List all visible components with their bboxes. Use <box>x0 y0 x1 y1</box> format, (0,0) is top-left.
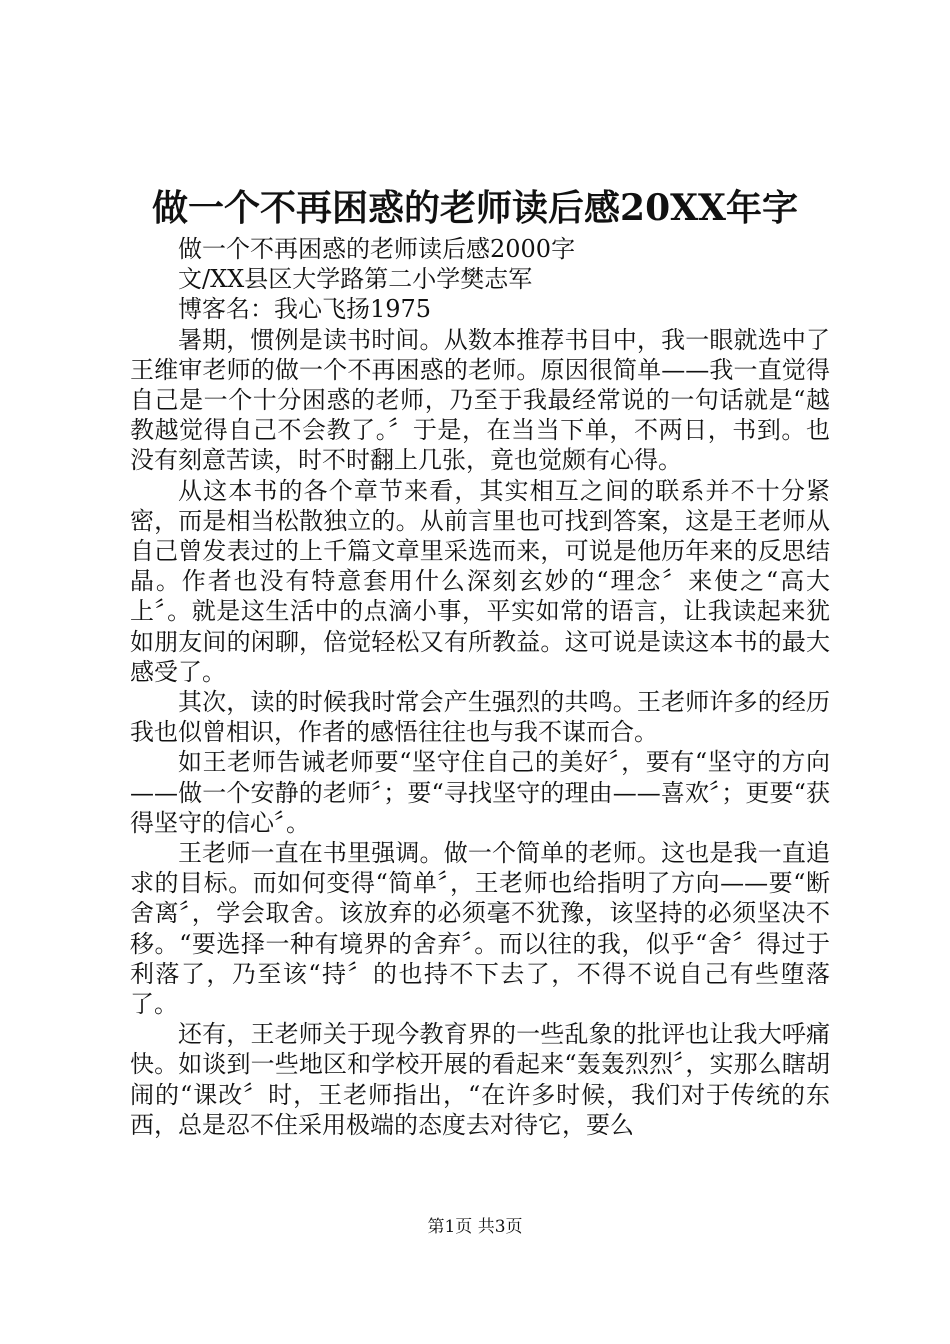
document-body <box>130 234 830 1140</box>
body-paragraph: 王老师一直在书里强调。做一个简单的老师。这也是我一直追求的目标。而如何变得“简单〞，王老师也给指明了方向——要“断舍离〞，学会取舍。该放弃的必须毫不犹豫，该坚持的必须坚决不移。“要选择一种有境界的舍弃〞。而以往的我，似乎“舍〞得过于利落了，乃至该“持〞的也持不下去了，不得不说自己有些堕落了。 <box>130 839 830 1019</box>
subtitle-line: 做一个不再困惑的老师读后感2000字 <box>178 235 576 263</box>
body-paragraph: 从这本书的各个章节来看，其实相互之间的联系并不十分紧密，而是相当松散独立的。从前言里也可找到答案，这是王老师从自己曾发表过的上千篇文章里采选而来，可说是他历年来的反思结晶。作者也没有特意套用什么深刻玄妙的“理念〞来使之“高大上〞。就是这生活中的点滴小事，平实如常的语言，让我读起来犹如朋友间的闲聊，倍觉轻松又有所教益。这可说是读这本书的最大感受了。 <box>130 476 830 686</box>
page-number: 第1页 共3页 <box>427 1217 523 1237</box>
author-line: 文/XX县区大学路第二小学樊志军 <box>178 265 533 294</box>
document-title: 做一个不再困惑的老师读后感20XX年字 <box>152 187 798 229</box>
body-paragraph: 暑期，惯例是读书时间。从数本推荐书目中，我一眼就选中了王维审老师的做一个不再困惑的老师。原因很简单——我一直觉得自己是一个十分困惑的老师，乃至于我最经常说的一句话就是“越教越觉得自己不会教了。〞于是，在当当下单，不两日，书到。也没有刻意苦读，时不时翻上几张，竟也觉颇有心得。 <box>130 325 830 475</box>
body-paragraph: 其次，读的时候我时常会产生强烈的共鸣。王老师许多的经历我也似曾相识，作者的感悟往往也与我不谋而合。 <box>130 688 830 747</box>
blog-name-line: 博客名：我心飞扬1975 <box>178 295 432 324</box>
body-paragraph: 还有，王老师关于现今教育界的一些乱象的批评也让我大呼痛快。如谈到一些地区和学校开展的看起来“轰轰烈烈〞，实那么瞎胡闹的“课改〞时，王老师指出，“在许多时候，我们对于传统的东西，总是忍不住采用极端的态度去对待它，要么 <box>130 1020 830 1139</box>
body-paragraph: 如王老师告诫老师要“坚守住自己的美好〞，要有“坚守的方向——做一个安静的老师〞；要“寻找坚守的理由——喜欢〞；更要“获得坚守的信心〞。 <box>130 748 830 837</box>
